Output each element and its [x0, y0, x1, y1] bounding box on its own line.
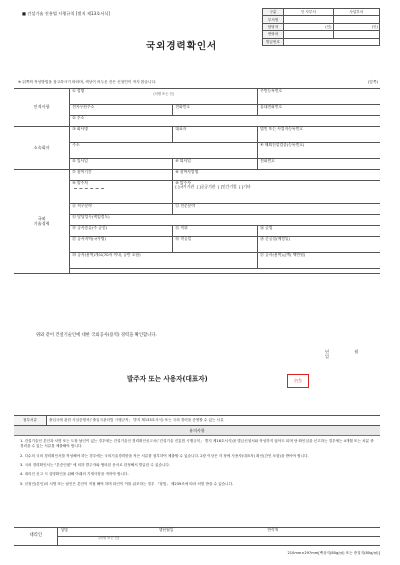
orderer-option-other[interactable]: [ ]기타 — [239, 184, 251, 190]
note-item-4: 4. 대리인 신고 시 실명확인을 위해 아래의 기재사항을 적어야 합니다. — [20, 472, 129, 477]
guide-text: ※ 뒤쪽의 작성방법을 참고하시기 바라며, 색상이 어두운 칸은 신청인이 적지 않습니다. — [18, 80, 157, 84]
note-item-1: 1. 건설기술인 본인과 서명 또는 도장 날인이 있는 경우에는 건설기술인 경력확인신고서(「건설기술 진흥법 시행규칙」 별지 제18호서식)을 발급신청서와 작성하지 않아도 되며 당·확인일을 신고하는 경우에는 4개월 또는 처분 중 경력을 수 있는 서류를 제출해야 합니다. — [20, 439, 374, 449]
field-client[interactable] — [70, 181, 173, 204]
guide-line — [18, 80, 380, 84]
attachment-label: 첨부서류 — [14, 416, 47, 426]
field-name-hint: (서명 또는 인) — [153, 92, 175, 97]
agent-table — [14, 527, 380, 546]
page-side: (앞쪽) — [367, 80, 378, 84]
field-address[interactable]: ② 주소 — [70, 116, 380, 127]
reg-col-hr: 인 사부서 — [284, 9, 334, 16]
paper-spec: 210mm×297mm[백상지(80g/㎡) 또는 중질지(80g/㎡)] — [287, 551, 380, 555]
agent-label: 대리인 — [14, 528, 58, 546]
field-company-phone[interactable]: 전화번호 — [258, 159, 380, 170]
field-corp-no[interactable]: 법인 또는 사업자등록번호 — [258, 127, 380, 143]
reg-contact-biz[interactable] — [333, 31, 379, 38]
field-orderer — [173, 181, 380, 204]
field-completion[interactable]: ⑲ 준공일(예정일) — [258, 237, 380, 253]
confirm-text: 위와 같이 건설기술인에 대한 국외공사(용역) 경력을 확인합니다. — [36, 333, 157, 338]
section-career-line2: 기술경력 — [33, 220, 50, 226]
notes-list — [20, 439, 376, 491]
field-start[interactable]: ⑱ 착공일 — [173, 237, 258, 253]
section-career-line1: 국외 — [37, 215, 46, 221]
field-ceo[interactable]: 대표자 — [173, 127, 258, 143]
section-career — [14, 170, 70, 274]
field-name-label: ① 성명 — [72, 88, 85, 93]
reg-dept-hr[interactable] — [284, 16, 334, 23]
reg-dept-biz[interactable] — [333, 16, 379, 23]
field-method[interactable]: ⑯ 공법 — [258, 226, 380, 237]
seal-mark[interactable]: (인) — [287, 374, 309, 388]
agent-name[interactable]: 성명 — [58, 528, 157, 537]
reg-col-biz: 사업부서 — [333, 9, 379, 16]
field-client-label: ⑨ 발주처 — [72, 180, 88, 185]
field-amount[interactable] — [258, 253, 380, 269]
field-specialty[interactable]: ⑫ 전문분야 — [173, 204, 380, 215]
reg-col-label: 구분 — [263, 9, 284, 16]
field-mobile[interactable]: 휴대전화번호 — [258, 105, 380, 116]
agent-phone[interactable]: 연락처 — [265, 528, 380, 537]
reg-issue-no[interactable] — [284, 38, 380, 45]
field-resident-no[interactable]: 주민등록번호 — [258, 89, 380, 105]
field-amount-label: ㉑ 공사(용역)금액( — [260, 252, 292, 257]
section-company: 소속회사 — [14, 127, 70, 170]
date-day[interactable]: 일 — [325, 353, 329, 359]
field-company-address[interactable]: 주소 — [70, 143, 258, 159]
field-company-name[interactable]: ③ 회사명 — [70, 127, 173, 143]
agent-name-hint: (서명 또는 인) — [58, 537, 380, 546]
field-leave-date[interactable]: ⑥ 퇴사일 — [173, 159, 258, 170]
reg-contact-hr[interactable] — [284, 31, 334, 38]
field-overview[interactable]: ⑳ 공사(용역)개요(70자 이내, 공란 포함) — [70, 253, 258, 269]
field-construction-type[interactable]: ⑭ 공사종류(주 공종) — [70, 226, 173, 237]
field-amount-unit: 백만원) — [292, 252, 306, 257]
reg-manager-label: 담당자 — [263, 23, 284, 30]
career-form-table — [14, 88, 380, 274]
orderer-option-national[interactable]: [ ]국가기관 — [175, 184, 195, 190]
reg-manager-biz[interactable]: (인) — [333, 23, 379, 30]
note-item-2: 2. 다수의 국외 경력확인서를 작성해야 하는 경우에는 국외기술경력란을 작은 서류를 첨부하여 제출할 수 있습니다. 2장 이상은 각 장에 사용자(대표자) 확인(간인 포함)을 받아야 합니다. — [20, 453, 309, 458]
field-join-date[interactable]: ⑤ 입사일 — [70, 159, 173, 170]
field-overseas-reg[interactable]: ④ 해외건설업종(등록번호) — [258, 143, 380, 159]
reg-dept-label: 부서명 — [263, 16, 284, 23]
reg-contact-label: 연락처 — [263, 31, 284, 38]
orderer-option-public[interactable]: [ ]공공기관 — [196, 184, 216, 190]
career-spacer — [70, 269, 380, 274]
date-year[interactable]: 년 — [325, 349, 329, 354]
field-period[interactable]: ⑦ 참여기간 — [70, 170, 173, 181]
reg-manager-hr[interactable]: (인) — [284, 23, 334, 30]
field-email[interactable]: 전자우편주소 — [70, 105, 173, 116]
field-location[interactable]: ⑰ 공사지역(국가명) — [70, 237, 173, 253]
field-orderer-label: ⑩ 발주자 — [175, 180, 191, 185]
field-phone[interactable]: 전화번호 — [173, 105, 258, 116]
date-month[interactable]: 월 — [354, 349, 359, 354]
field-client-line — [72, 185, 170, 189]
orderer-option-private[interactable]: [ ]민간기업 — [217, 184, 237, 190]
field-duty[interactable]: ⑬ 담당업무(책임정도) — [70, 215, 380, 226]
attachment-table — [14, 415, 380, 426]
form-header-note: ■ 건설기술 진흥법 시행규칙 [별지 제13호서식] — [22, 11, 110, 16]
field-tech-field[interactable]: ⑪ 직무분야 — [70, 204, 173, 215]
agent-birth[interactable]: 생년월일 — [157, 528, 266, 537]
section-person: 인적사항 — [14, 89, 70, 127]
orderer-options — [175, 185, 378, 189]
field-name[interactable] — [70, 89, 258, 105]
field-project[interactable]: ⑧ 참여사업명 — [173, 170, 380, 181]
page-title: 국외경력확인서 — [146, 41, 218, 52]
date-line — [301, 350, 380, 359]
attachment-text: 출입국에 관한 사실증명서(「출입국관리법 시행규칙」 별지 제133호서식) 또는 국외 경력을 증명할 수 있는 서류 — [47, 416, 381, 426]
note-item-5: 5. 신청인(본인)의 서명 또는 날인은 본인이 직접 해야 하며 타인이 이를 위조하는 경우 「형법」 제239조에 따라 처벌 받을 수 있습니다. — [20, 481, 234, 486]
registration-box — [262, 8, 380, 46]
note-item-3: 3. 국외 경력확인서는 "본증인원" 에 의하 발주자와 협의된 문서로 한정해서 발급한 수 있습니다. — [20, 462, 171, 467]
signer-label: 발주자 또는 사용자(대표자) — [127, 375, 208, 383]
notes-title: 유의사항 — [14, 426, 380, 436]
reg-issue-label: 발급번호 — [263, 38, 284, 45]
document-page — [14, 8, 380, 556]
field-position[interactable]: ⑮ 직위 — [173, 226, 258, 237]
